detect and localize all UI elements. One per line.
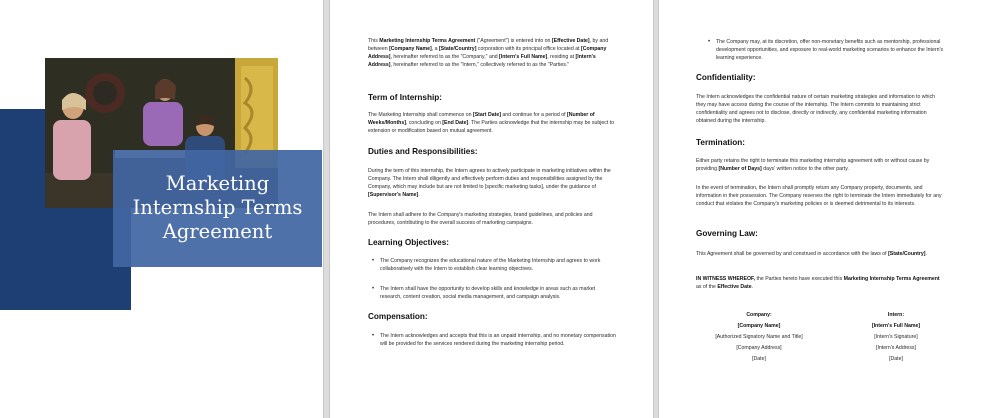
section-heading-term: Term of Internship: xyxy=(368,93,442,102)
learning-bullet: • The Intern shall have the opportunity to develop skills and knowledge in areas such as market research, content creation, social media management, and campaign analysis. xyxy=(370,285,616,301)
cover-title-line: Marketing xyxy=(165,172,270,195)
governing-paragraph: This Agreement shall be governed by and construed in accordance with the laws of [State/Country]. xyxy=(696,251,927,257)
cover-title xyxy=(113,172,322,244)
section-heading-compensation: Compensation: xyxy=(368,312,428,321)
company-date: [Date] xyxy=(752,356,766,362)
duties-paragraph-2: The Intern shall adhere to the Company's marketing strategies, brand guidelines, and policies and procedures, contributing to the overall success of marketing campaigns. xyxy=(368,212,593,226)
intern-date: [Date] xyxy=(889,356,903,362)
document-page-2 xyxy=(330,0,653,418)
company-label: Company: xyxy=(746,312,772,318)
learning-bullet: • The Company recognizes the educational nature of the Marketing Internship and agrees to work collaboratively with the Intern to establish clear learning objectives. xyxy=(370,257,616,273)
cover-title-line: Internship Terms xyxy=(132,196,303,219)
termination-paragraph-1: Either party retains the right to terminate this marketing internship agreement with or without cause by providing [Number of Days] days' written notice to the other party. xyxy=(696,158,930,172)
duties-paragraph-1: During the term of this internship, the Intern agrees to actively participate in marketing initiatives within the Company. The Intern shall diligently and effectively perform duties and responsibilities assigned by the Company, which may include but are not limited to [specific marketing tasks], under the guidance of [Supervisor's Name]. xyxy=(368,168,611,198)
company-address: [Company Address] xyxy=(736,345,782,351)
company-signature-block xyxy=(699,310,819,365)
termination-paragraph-2: In the event of termination, the Intern shall promptly return any Company property, documents, and information in their possession. The Company reserves the right to terminate the Intern immediately for any conduct that violates the Company's marketing policies or is deemed detrimental to its interests. xyxy=(696,185,942,207)
compensation-bullet: • The Intern acknowledges and accepts that this is an unpaid internship, and no monetary compensation will be provided for the services rendered during the marketing internship period. xyxy=(370,332,616,348)
document-page-3 xyxy=(659,0,981,418)
section-heading-duties: Duties and Responsibilities: xyxy=(368,147,478,156)
section-heading-termination: Termination: xyxy=(696,138,745,147)
document-page-cover xyxy=(0,0,323,418)
cover-title-line: Agreement xyxy=(162,220,273,243)
company-signatory: [Authorized Signatory Name and Title] xyxy=(715,334,803,340)
section-heading-confidentiality: Confidentiality: xyxy=(696,73,756,82)
term-paragraph: The Marketing Internship shall commence on [Start Date] and continue for a period of [Number of Weeks/Months], concluding on [End Date]. The Parties acknowledge that the internship may be subject to extension or modification based on mutual agreement. xyxy=(368,112,615,134)
section-heading-governing-law: Governing Law: xyxy=(696,229,758,238)
intern-address: [Intern's Address] xyxy=(876,345,916,351)
company-name: [Company Name] xyxy=(737,323,781,329)
intro-paragraph: This Marketing Internship Terms Agreement ("Agreement") is entered into on [Effective Date], by and between [Company Name], a [State/Country] corporation with its principal office located at [Company Address], hereinafter referred to as the "Company," and [Intern's Full Name], residing at [Intern's Address], hereinafter referred to as the "Intern," collectively referred to as the "Parties." xyxy=(368,38,609,68)
witness-paragraph: IN WITNESS WHEREOF, the Parties hereto have executed this Marketing Internship Terms Agreement as of the Effective Date. xyxy=(696,276,940,290)
section-heading-learning: Learning Objectives: xyxy=(368,238,449,247)
benefits-bullet: • The Company may, at its discretion, offer non-monetary benefits such as mentorship, professional development opportunities, and exposure to real-world marketing scenarios to enhance the Intern's learning experience. xyxy=(706,38,946,62)
intern-signature: [Intern's Signature] xyxy=(874,334,918,340)
intern-name: [Intern's Full Name] xyxy=(871,323,921,329)
confidentiality-paragraph: The Intern acknowledges the confidential nature of certain marketing strategies and information to which they may have access during the course of the internship. The Intern commits to maintaining strict confidentiality and agrees not to disclose, directly or indirectly, any confidential marketing information obtained during the internship. xyxy=(696,94,936,124)
intern-label: Intern: xyxy=(887,312,905,318)
intern-signature-block xyxy=(851,310,941,365)
